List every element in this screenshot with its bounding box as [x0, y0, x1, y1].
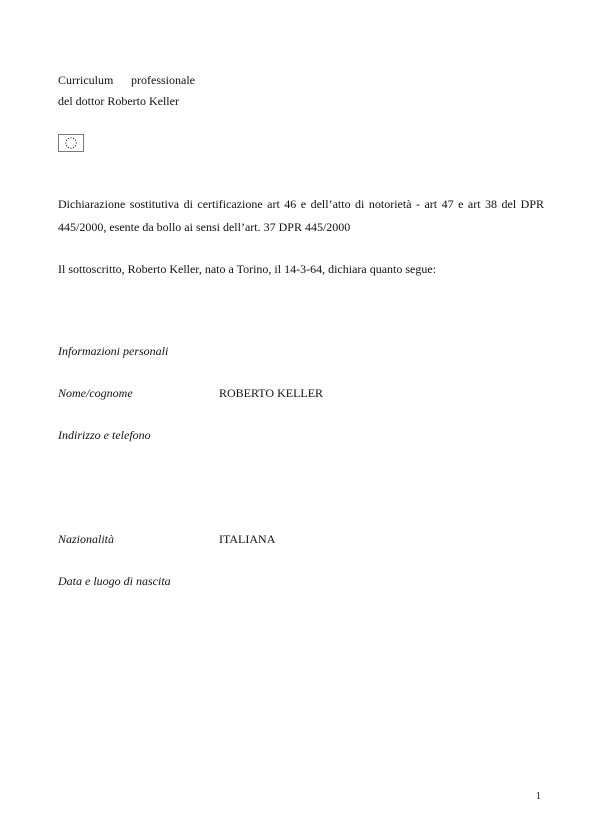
value-nome-cognome: ROBERTO KELLER — [219, 386, 324, 400]
eu-flag-icon — [58, 134, 84, 152]
eu-star — [65, 142, 66, 143]
declaration-statement: Il sottoscritto, Roberto Keller, nato a Torino, il 14-3-64, dichiara quanto segue: — [58, 262, 437, 276]
cv-title-word-2: professionale — [131, 73, 195, 87]
label-nome-cognome: Nome/cognome — [58, 386, 133, 400]
page-number: 1 — [536, 791, 541, 802]
eu-stars-circle — [59, 135, 83, 151]
eu-star — [66, 145, 67, 146]
eu-star — [68, 147, 69, 148]
eu-star — [76, 142, 77, 143]
cv-subtitle: del dottor Roberto Keller — [58, 94, 179, 108]
declaration-text: Dichiarazione sostitutiva di certificazione art 46 e dell’atto di notorietà - art 47 e art 38 del DPR 445/2000, esente da bollo ai sensi dell’art. 37 DPR 445/2000 — [58, 197, 544, 234]
eu-star — [70, 148, 71, 149]
eu-star — [66, 140, 67, 141]
eu-star — [70, 137, 71, 138]
eu-star — [75, 145, 76, 146]
value-nazionalita: ITALIANA — [219, 532, 276, 546]
cv-title-word-1: Curriculum — [58, 73, 114, 87]
label-data-luogo-nascita: Data e luogo di nascita — [58, 574, 171, 588]
label-nazionalita: Nazionalità — [58, 532, 115, 546]
eu-star — [73, 147, 74, 148]
eu-star — [68, 138, 69, 139]
label-indirizzo-telefono: Indirizzo e telefono — [58, 428, 151, 442]
eu-star — [73, 138, 74, 139]
eu-star — [75, 140, 76, 141]
section-title-personal-info: Informazioni personali — [58, 344, 169, 358]
